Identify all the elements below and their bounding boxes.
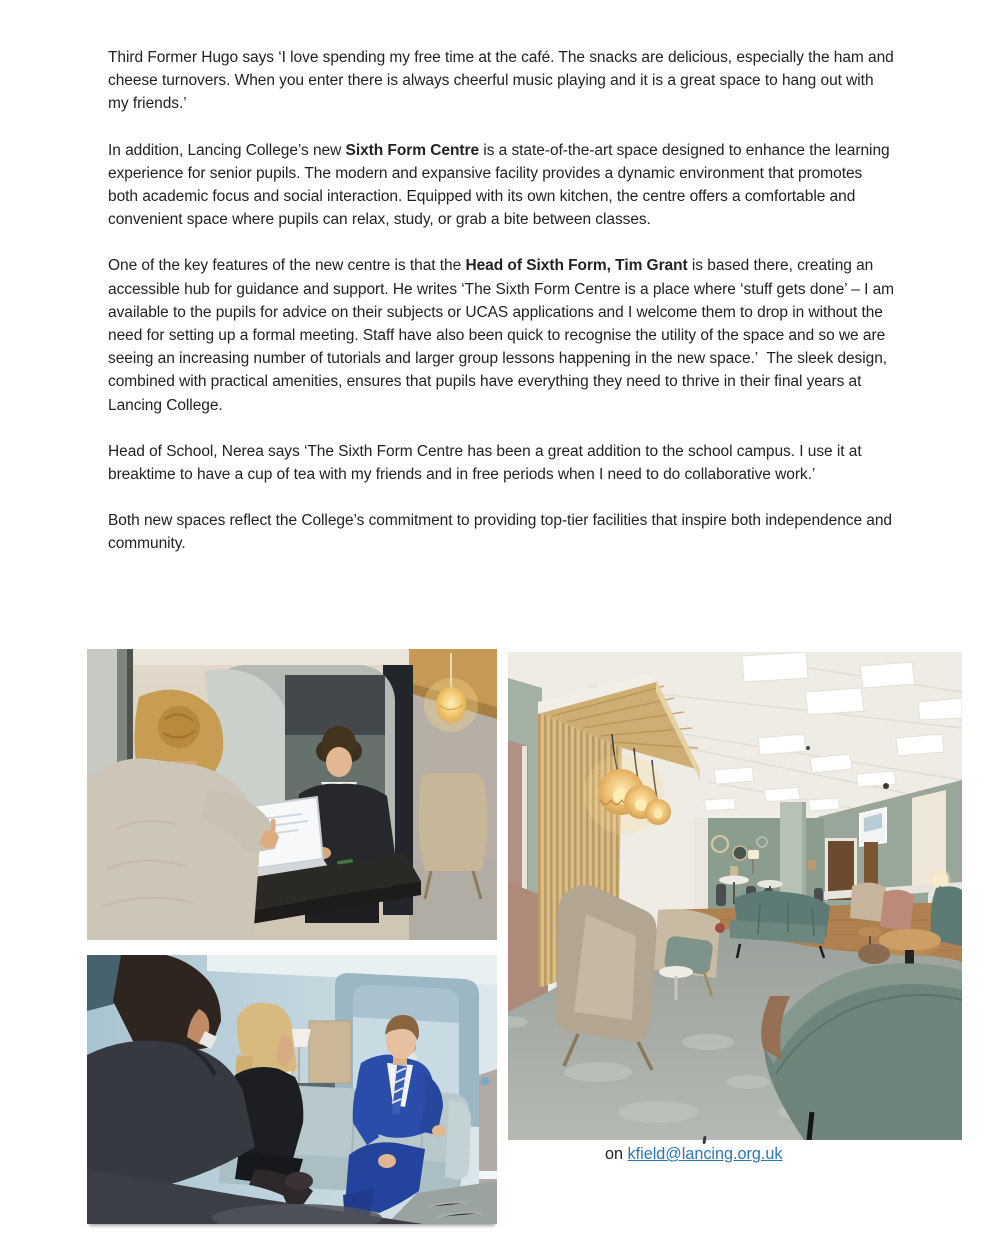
paragraph: Both new spaces reflect the College’s commitment to providing top-tier facilities that inspire both independence and community. (108, 512, 892, 553)
article-body (108, 46, 894, 579)
photo-sixth-form-centre-interior (508, 652, 962, 1140)
email-link[interactable]: kfield@lancing.org.uk (627, 1145, 783, 1163)
photo-sixth-form-centre-graphic (508, 652, 962, 1140)
paragraph: Head of School, Nerea says ‘The Sixth Form Centre has been a great addition to the school campus. I use it at breaktime to have a cup of tea with my friends and in free periods when I need to do collaborative work.’ (108, 442, 862, 484)
paragraph: Third Former Hugo says ‘I love spending my free time at the café. The snacks are delicious, especially the ham and cheese turnovers. When you enter there is always cheerful music playing and it is a great space to hang out with my friends.’ (108, 49, 894, 113)
photo-students-meeting-booth (87, 649, 497, 940)
photo-students-meeting-booth-graphic (87, 649, 497, 940)
photo-pupils-on-sofa (87, 955, 497, 1224)
photo-pupils-on-sofa-graphic (87, 955, 497, 1224)
paragraph: One of the key features of the new centre is that the Head of Sixth Form, Tim Grant is based there, creating an accessible hub for guidance and support. He writes ‘The Sixth Form Centre is a place where ‘stuff gets done’ – I am available to the pupils for advice on their subjects or UCAS applications and I welcome them to drop in without the need for setting up a formal meeting. Staff have also been quick to recognise the utility of the space and so we are seeing an increasing number of tutorials and larger group lessons happening in the new space.’ The sleek design, combined with practical amenities, ensures that pupils have everything they need to thrive in their final years at Lancing College. (108, 257, 895, 414)
photo-caption (605, 1143, 783, 1165)
caption-prefix: on (605, 1145, 628, 1163)
paragraph: In addition, Lancing College’s new Sixth Form Centre is a state-of-the-art space designed to enhance the learning experience for senior pupils. The modern and expansive facility provides a dynamic environment that promotes both academic focus and social interaction. Equipped with its own kitchen, the centre offers a comfortable and convenient space where pupils can relax, study, or grab a bite between classes. (108, 141, 890, 229)
